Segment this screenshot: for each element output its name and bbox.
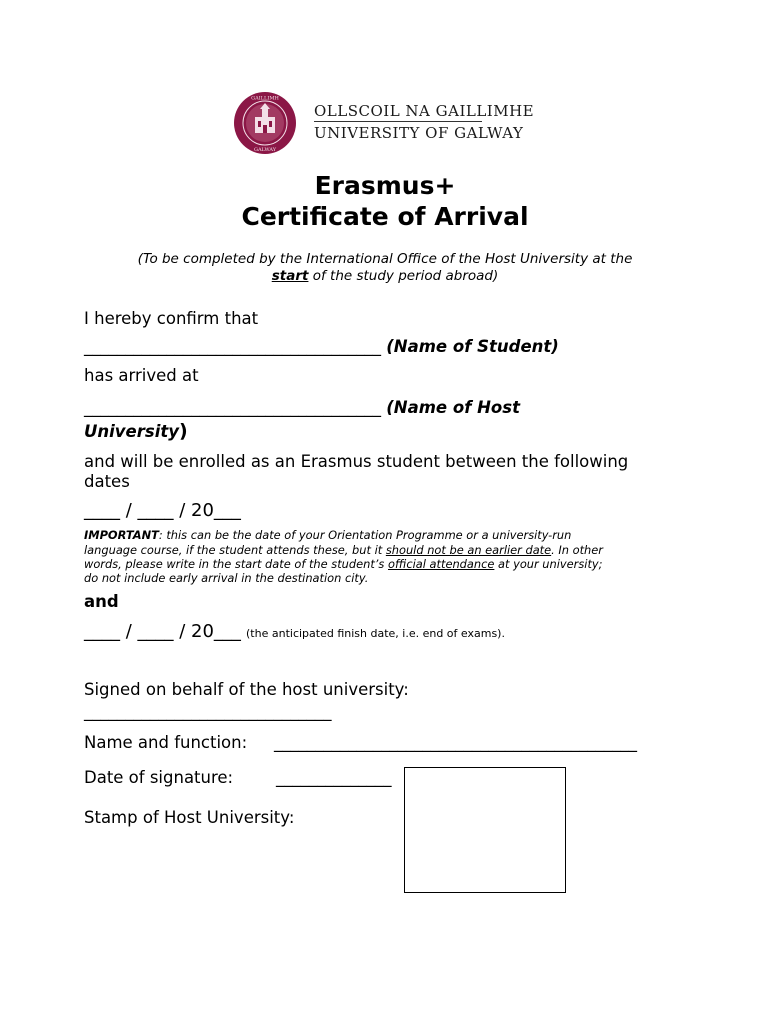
enrolled-text-line2: dates	[84, 472, 130, 491]
important-note-line2: language course, if the student attends these, but it should not be an earlier date. In other	[84, 543, 603, 557]
end-date-field[interactable]: ____ / ____ / 20___	[84, 621, 241, 642]
date-signature-field[interactable]: ______________	[276, 768, 392, 787]
important-note-line1: IMPORTANT: this can be the date of your Orientation Programme or a university-run	[84, 528, 572, 542]
stamp-box[interactable]	[404, 767, 566, 893]
document-title-line2: Certificate of Arrival	[241, 202, 529, 231]
svg-text:GALWAY: GALWAY	[253, 147, 277, 153]
document-title-line1: Erasmus+	[314, 171, 456, 200]
host-university-label: (Name of Host	[386, 398, 520, 417]
logo-divider	[314, 121, 482, 122]
end-date-note: (the anticipated finish date, i.e. end of exams).	[246, 627, 505, 640]
logo-english-name: UNIVERSITY OF GALWAY	[314, 124, 524, 142]
student-name-label: (Name of Student)	[386, 337, 559, 356]
svg-text:GAILLIMH: GAILLIMH	[251, 95, 279, 102]
important-note-line3: words, please write in the start date of the student’s official attendance at your university;	[84, 557, 603, 571]
name-function-field[interactable]: ____________________________________________	[274, 733, 637, 752]
university-seal-logo	[233, 91, 297, 155]
confirm-text: I hereby confirm that	[84, 309, 259, 328]
student-name-field[interactable]: ____________________________________ (Name of Student)	[84, 337, 559, 356]
start-date-field[interactable]: ____ / ____ / 20___	[84, 500, 241, 521]
signed-text: Signed on behalf of the host university:	[84, 680, 409, 699]
host-university-label-cont: University)	[84, 420, 188, 442]
host-university-field[interactable]: ____________________________________ (Name of Host	[84, 398, 520, 417]
end-date-row	[84, 621, 505, 642]
instructions-line2: start of the study period abroad)	[271, 268, 499, 284]
logo-irish-name: OLLSCOIL NA GAILLIMHE	[314, 102, 535, 120]
and-text: and	[84, 592, 119, 611]
stamp-label: Stamp of Host University:	[84, 808, 295, 827]
instructions-line1: (To be completed by the International Office of the Host University at the	[137, 251, 633, 267]
name-function-label: Name and function:	[84, 733, 248, 752]
important-note-line4: do not include early arrival in the destination city.	[84, 571, 369, 585]
signature-field[interactable]: ______________________________	[84, 702, 332, 721]
enrolled-text-line1: and will be enrolled as an Erasmus student between the following	[84, 452, 629, 471]
start-emphasis: start	[271, 268, 309, 284]
date-signature-label: Date of signature:	[84, 768, 234, 787]
arrived-text: has arrived at	[84, 366, 199, 385]
